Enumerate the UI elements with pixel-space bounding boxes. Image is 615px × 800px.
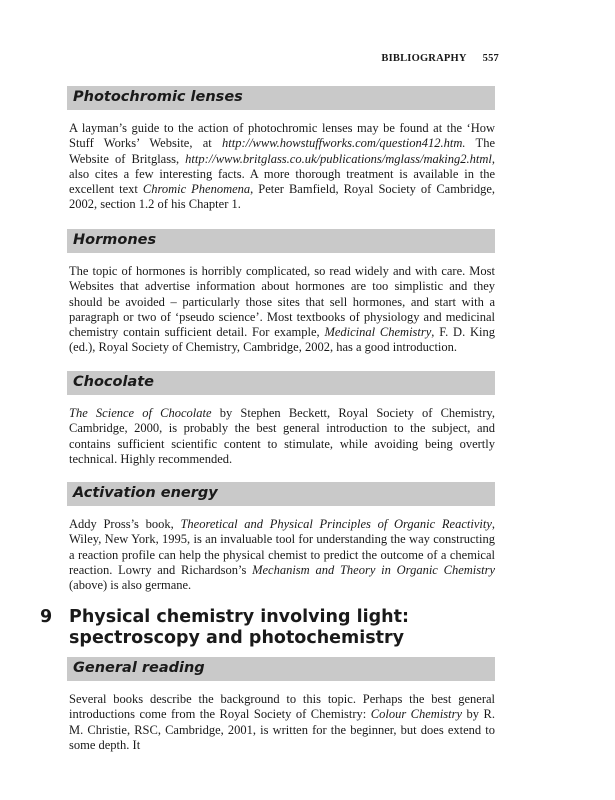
text-run: Several books describe the background to this topic. Perhaps the best general introductions come from the Royal Society of Chemistry: [69, 692, 495, 722]
text-run: , Peter Bamfield, Royal Society of Cambridge, 2002, section 1.2 of his Chapter 1. [69, 182, 496, 212]
italic-run: Theoretical and Physical Principles of Organic Reactivity [180, 517, 492, 531]
italic-run: The Science of Chocolate [69, 406, 212, 420]
text-run: (above) is also germane. [69, 578, 192, 593]
page-number: 557 [482, 53, 499, 64]
section-heading: General reading [67, 657, 495, 681]
italic-run: Medicinal Chemistry [324, 325, 432, 340]
section-activation-energy [67, 482, 495, 593]
chapter-number: 9 [40, 607, 53, 627]
section-hormones [67, 229, 495, 356]
italic-run: Colour Chemistry [370, 707, 463, 722]
italic-run: http://www.howstuffworks.com/question412.htm. [222, 136, 466, 151]
section-paragraph [67, 692, 495, 753]
italic-run: Mechanism and Theory in Organic Chemistry [252, 562, 495, 577]
section-heading: Hormones [67, 229, 495, 253]
section-heading: Photochromic lenses [67, 86, 495, 110]
italic-run: Chromic Phenomena [142, 182, 251, 197]
text-run: by Stephen Beckett, Royal Society of Chemistry, Cambridge, 2000, is probably the best general introduction to the subject, and contains sufficient scientific content to stimulate, while avoiding being overtly technical. Highly recommended. [69, 406, 495, 466]
section-paragraph [67, 264, 495, 356]
text-run: Addy Pross’s book, [69, 517, 181, 531]
text-run: The Website of Britglass, [69, 136, 495, 166]
section-photochromic-lenses [67, 86, 495, 213]
chapter-title-line-1: Physical chemistry involving light: [69, 607, 409, 627]
italic-run: http://www.britglass.co.uk/publications/mglass/making2.html [185, 151, 492, 166]
running-head [381, 53, 499, 64]
section-paragraph [67, 517, 495, 593]
section-general-reading [67, 657, 495, 753]
text-run: The topic of hormones is horribly complicated, so read widely and with care. Most Websites that advertise information about hormones are too simplistic and they should be avoided – particularly those sites that sell hormones, and start with a paragraph or two of ‘pseudo science’. Most textbooks of physiology and medicinal chemistry contain sufficient detail. For example, [69, 264, 495, 340]
text-run: , F. D. King (ed.), Royal Society of Chemistry, Cambridge, 2002, has a good introduction. [69, 325, 495, 355]
section-heading: Activation energy [67, 482, 495, 506]
running-head-title: BIBLIOGRAPHY [381, 53, 467, 64]
text-run: , also cites a few interesting facts. A more thorough treatment is available in the excellent text [69, 151, 495, 197]
text-run: , Wiley, New York, 1995, is an invaluable tool for understanding the way constructing a reaction profile can help the physical chemist to predict the outcome of a chemical reaction. Lowry and Richardson’s [69, 517, 495, 577]
text-run: by R. M. Christie, RSC, Cambridge, 2001, is written for the beginner, but does extend to some depth. It [69, 707, 495, 752]
section-heading: Chocolate [67, 371, 495, 395]
section-paragraph [67, 121, 495, 213]
section-paragraph [67, 406, 495, 467]
chapter-title-line-2: spectroscopy and photochemistry [69, 628, 405, 648]
text-run: A layman’s guide to the action of photochromic lenses may be found at the ‘How Stuff Works’ Website, at [69, 121, 495, 151]
section-chocolate [67, 371, 495, 467]
